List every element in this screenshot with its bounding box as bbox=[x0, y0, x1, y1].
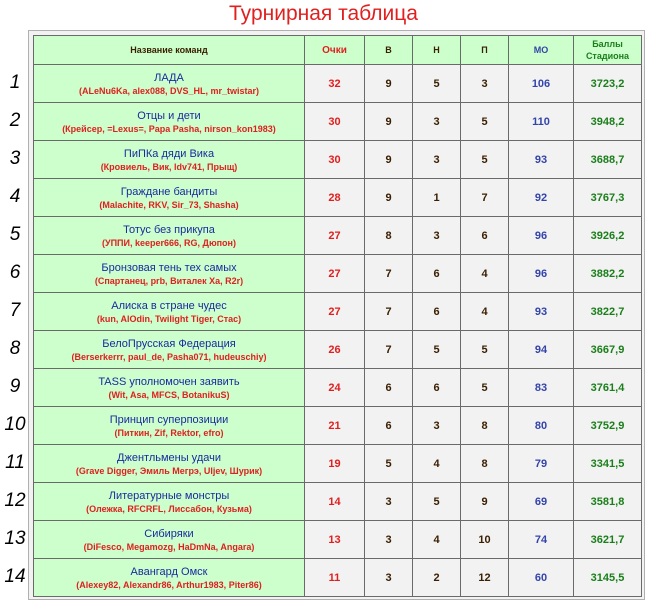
score-cell: 3621,7 bbox=[574, 521, 642, 559]
draws-cell: 3 bbox=[413, 407, 461, 445]
mo-cell: 94 bbox=[509, 331, 574, 369]
losses-cell: 12 bbox=[461, 559, 509, 597]
team-players: (Кровиель, Вик, ldv741, Прыщ) bbox=[100, 161, 238, 172]
mo-cell: 96 bbox=[509, 217, 574, 255]
team-cell bbox=[34, 293, 305, 331]
score-cell: 3667,9 bbox=[574, 331, 642, 369]
mo-cell: 79 bbox=[509, 445, 574, 483]
rank-number: 14 bbox=[4, 566, 26, 587]
losses-cell: 9 bbox=[461, 483, 509, 521]
losses-cell: 5 bbox=[461, 331, 509, 369]
points-cell: 13 bbox=[305, 521, 365, 559]
losses-cell: 4 bbox=[461, 293, 509, 331]
score-cell: 3822,7 bbox=[574, 293, 642, 331]
team-name: Отцы и дети bbox=[137, 109, 201, 122]
rank-number: 11 bbox=[5, 452, 25, 473]
wins-cell: 9 bbox=[365, 103, 413, 141]
points-cell: 27 bbox=[305, 293, 365, 331]
table-row bbox=[34, 369, 642, 407]
losses-cell: 8 bbox=[461, 407, 509, 445]
header-score: Баллы Стадиона bbox=[574, 36, 642, 65]
draws-cell: 6 bbox=[413, 255, 461, 293]
losses-cell: 10 bbox=[461, 521, 509, 559]
wins-cell: 3 bbox=[365, 521, 413, 559]
draws-cell: 6 bbox=[413, 369, 461, 407]
table-row bbox=[34, 141, 642, 179]
score-cell: 3752,9 bbox=[574, 407, 642, 445]
team-players: (Grave Digger, Эмиль Мегрэ, Uljev, Шурик) bbox=[75, 465, 263, 476]
draws-cell: 3 bbox=[413, 103, 461, 141]
draws-cell: 5 bbox=[413, 331, 461, 369]
points-cell: 28 bbox=[305, 179, 365, 217]
team-cell bbox=[34, 407, 305, 445]
table-row bbox=[34, 217, 642, 255]
score-cell: 3926,2 bbox=[574, 217, 642, 255]
team-cell bbox=[34, 521, 305, 559]
losses-cell: 3 bbox=[461, 65, 509, 103]
table-row bbox=[34, 65, 642, 103]
rank-number: 1 bbox=[9, 72, 21, 93]
mo-cell: 92 bbox=[509, 179, 574, 217]
team-cell bbox=[34, 141, 305, 179]
team-name: БелоПрусская Федерация bbox=[102, 337, 236, 350]
wins-cell: 7 bbox=[365, 293, 413, 331]
draws-cell: 4 bbox=[413, 445, 461, 483]
points-cell: 21 bbox=[305, 407, 365, 445]
team-name: Граждане бандиты bbox=[120, 185, 218, 198]
team-cell bbox=[34, 179, 305, 217]
score-cell: 3581,8 bbox=[574, 483, 642, 521]
team-players: (Питкин, Zif, Rektor, efro) bbox=[114, 427, 224, 438]
team-players: (Wit, Asa, MFCS, BotanikuS) bbox=[108, 389, 230, 400]
team-name: Сибиряки bbox=[144, 527, 194, 540]
team-cell bbox=[34, 559, 305, 597]
mo-cell: 60 bbox=[509, 559, 574, 597]
rank-number: 3 bbox=[9, 148, 21, 169]
team-players: (УППИ, keeper666, RG, Дюпон) bbox=[101, 237, 236, 248]
losses-cell: 5 bbox=[461, 369, 509, 407]
rank-number: 10 bbox=[4, 414, 26, 435]
table-row bbox=[34, 103, 642, 141]
team-cell bbox=[34, 331, 305, 369]
team-cell bbox=[34, 255, 305, 293]
draws-cell: 5 bbox=[413, 483, 461, 521]
team-players: (kun, AlOdin, Twilight Tiger, Стас) bbox=[96, 313, 242, 324]
mo-cell: 96 bbox=[509, 255, 574, 293]
wins-cell: 6 bbox=[365, 407, 413, 445]
rank-number: 5 bbox=[9, 224, 21, 245]
rank-number: 4 bbox=[9, 186, 21, 207]
team-players: (Berserkerrr, paul_de, Pasha071, hudeuschiy) bbox=[71, 351, 267, 362]
table-row bbox=[34, 179, 642, 217]
wins-cell: 7 bbox=[365, 255, 413, 293]
table-row bbox=[34, 255, 642, 293]
header-team: Название команд bbox=[34, 36, 305, 65]
draws-cell: 2 bbox=[413, 559, 461, 597]
rank-number: 9 bbox=[9, 376, 21, 397]
mo-cell: 93 bbox=[509, 141, 574, 179]
standings-table bbox=[33, 35, 642, 597]
team-name: Авангард Омск bbox=[130, 565, 208, 578]
points-cell: 14 bbox=[305, 483, 365, 521]
wins-cell: 3 bbox=[365, 483, 413, 521]
team-name: Тотус без прикупа bbox=[123, 223, 215, 236]
team-name: ЛАДА bbox=[154, 71, 184, 84]
team-players: (Спартанец, prb, Виталек Ха, R2r) bbox=[94, 275, 244, 286]
team-cell bbox=[34, 445, 305, 483]
mo-cell: 74 bbox=[509, 521, 574, 559]
points-cell: 24 bbox=[305, 369, 365, 407]
table-row bbox=[34, 331, 642, 369]
rank-number: 8 bbox=[9, 338, 21, 359]
team-cell bbox=[34, 369, 305, 407]
team-name: ПиПКа дяди Вика bbox=[123, 147, 215, 160]
draws-cell: 5 bbox=[413, 65, 461, 103]
losses-cell: 5 bbox=[461, 103, 509, 141]
header-mo: МО bbox=[509, 36, 574, 65]
score-cell: 3688,7 bbox=[574, 141, 642, 179]
team-name: Принцип суперпозиции bbox=[109, 413, 229, 426]
team-name: Бронзовая тень тех самых bbox=[101, 261, 237, 274]
team-players: (Alexey82, Alexandr86, Arthur1983, Piter86) bbox=[76, 579, 262, 590]
wins-cell: 9 bbox=[365, 179, 413, 217]
points-cell: 30 bbox=[305, 103, 365, 141]
rank-number: 7 bbox=[9, 300, 21, 321]
rank-number: 2 bbox=[9, 110, 21, 131]
team-players: (ALeNu6Ka, alex088, DVS_HL, mr_twistar) bbox=[78, 85, 260, 96]
table-row bbox=[34, 483, 642, 521]
team-players: (Олежка, RFCRFL, Лиссабон, Кузьма) bbox=[86, 503, 252, 514]
header-draws: Н bbox=[413, 36, 461, 65]
draws-cell: 1 bbox=[413, 179, 461, 217]
losses-cell: 8 bbox=[461, 445, 509, 483]
score-cell: 3145,5 bbox=[574, 559, 642, 597]
points-cell: 11 bbox=[305, 559, 365, 597]
table-row bbox=[34, 559, 642, 597]
wins-cell: 7 bbox=[365, 331, 413, 369]
rank-column bbox=[0, 64, 30, 596]
points-cell: 26 bbox=[305, 331, 365, 369]
score-cell: 3723,2 bbox=[574, 65, 642, 103]
header-wins: В bbox=[365, 36, 413, 65]
score-cell: 3341,5 bbox=[574, 445, 642, 483]
points-cell: 30 bbox=[305, 141, 365, 179]
page-title: Турнирная таблица bbox=[229, 2, 418, 25]
wins-cell: 9 bbox=[365, 65, 413, 103]
mo-cell: 110 bbox=[509, 103, 574, 141]
mo-cell: 93 bbox=[509, 293, 574, 331]
losses-cell: 4 bbox=[461, 255, 509, 293]
team-cell bbox=[34, 103, 305, 141]
draws-cell: 3 bbox=[413, 141, 461, 179]
wins-cell: 6 bbox=[365, 369, 413, 407]
team-cell bbox=[34, 65, 305, 103]
table-row bbox=[34, 445, 642, 483]
wins-cell: 3 bbox=[365, 559, 413, 597]
wins-cell: 9 bbox=[365, 141, 413, 179]
score-cell: 3882,2 bbox=[574, 255, 642, 293]
losses-cell: 6 bbox=[461, 217, 509, 255]
team-cell bbox=[34, 483, 305, 521]
points-cell: 27 bbox=[305, 255, 365, 293]
wins-cell: 5 bbox=[365, 445, 413, 483]
draws-cell: 4 bbox=[413, 521, 461, 559]
table-row bbox=[34, 521, 642, 559]
points-cell: 32 bbox=[305, 65, 365, 103]
rank-number: 13 bbox=[4, 528, 26, 549]
mo-cell: 69 bbox=[509, 483, 574, 521]
team-name: TASS уполномочен заявить bbox=[98, 375, 240, 388]
points-cell: 19 bbox=[305, 445, 365, 483]
team-name: Джентльмены удачи bbox=[117, 451, 221, 464]
points-cell: 27 bbox=[305, 217, 365, 255]
score-cell: 3767,3 bbox=[574, 179, 642, 217]
team-name: Алиска в стране чудес bbox=[111, 299, 227, 312]
score-cell: 3948,2 bbox=[574, 103, 642, 141]
header-row bbox=[34, 36, 642, 65]
mo-cell: 106 bbox=[509, 65, 574, 103]
table-row bbox=[34, 407, 642, 445]
header-losses: П bbox=[461, 36, 509, 65]
team-players: (Крейсер, =Lexus=, Papa Pasha, nirson_kon1983) bbox=[62, 123, 276, 134]
wins-cell: 8 bbox=[365, 217, 413, 255]
team-players: (Malachite, RKV, Sir_73, Shasha) bbox=[99, 199, 239, 210]
losses-cell: 5 bbox=[461, 141, 509, 179]
table-row bbox=[34, 293, 642, 331]
score-cell: 3761,4 bbox=[574, 369, 642, 407]
rank-number: 12 bbox=[4, 490, 26, 511]
draws-cell: 6 bbox=[413, 293, 461, 331]
team-players: (DiFesco, Megamozg, HaDmNa, Angara) bbox=[83, 541, 255, 552]
mo-cell: 80 bbox=[509, 407, 574, 445]
mo-cell: 83 bbox=[509, 369, 574, 407]
header-points: Очки bbox=[305, 36, 365, 65]
draws-cell: 3 bbox=[413, 217, 461, 255]
losses-cell: 7 bbox=[461, 179, 509, 217]
rank-number: 6 bbox=[9, 262, 21, 283]
team-cell bbox=[34, 217, 305, 255]
team-name: Литературные монстры bbox=[108, 489, 230, 502]
